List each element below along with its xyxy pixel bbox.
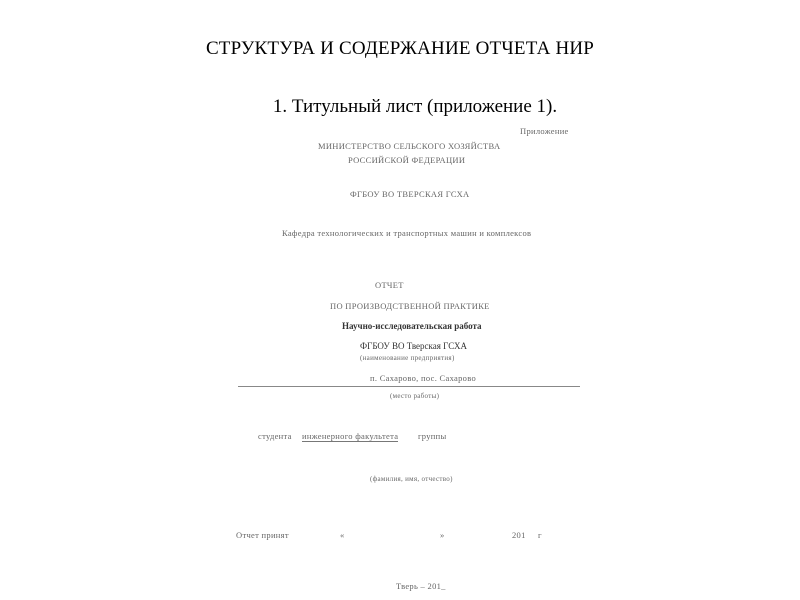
institution-name: ФГБОУ ВО ТВЕРСКАЯ ГСХА <box>350 189 470 199</box>
submitted-label: Отчет принят <box>236 530 289 540</box>
section-item: 1. Титульный лист (приложение 1). <box>272 96 558 117</box>
ministry-line-1: МИНИСТЕРСТВО СЕЛЬСКОГО ХОЗЯЙСТВА <box>318 141 501 151</box>
student-prefix: студента <box>258 431 292 441</box>
name-caption: (фамилия, имя, отчество) <box>370 475 453 483</box>
student-course: инженерного факультета <box>302 431 399 441</box>
location-caption: (место работы) <box>390 392 440 400</box>
appendix-label: Приложение <box>520 126 569 136</box>
year-suffix: 201 <box>512 530 526 540</box>
year-g: г <box>538 530 542 540</box>
organization-caption: (наименование предприятия) <box>360 354 455 362</box>
work-type: Научно-исследовательская работа <box>342 321 482 331</box>
date-mid: » <box>440 530 445 540</box>
location: п. Сахарово, пос. Сахарово <box>370 373 476 383</box>
page-heading: СТРУКТУРА И СОДЕРЖАНИЕ ОТЧЕТА НИР <box>205 38 595 59</box>
city-year: Тверь – 201_ <box>396 581 446 591</box>
practice-type: ПО ПРОИЗВОДСТВЕННОЙ ПРАКТИКЕ <box>330 301 490 311</box>
organization-name: ФГБОУ ВО Тверская ГСХА <box>360 341 467 351</box>
location-underline <box>238 386 580 387</box>
title-page-preview <box>230 120 590 600</box>
department-name: Кафедра технологических и транспортных машин и комплексов <box>282 228 532 238</box>
date-quote: « <box>340 530 345 540</box>
group-suffix: группы <box>418 431 447 441</box>
report-word: ОТЧЕТ <box>375 280 404 290</box>
ministry-line-2: РОССИЙСКОЙ ФЕДЕРАЦИИ <box>348 155 466 165</box>
